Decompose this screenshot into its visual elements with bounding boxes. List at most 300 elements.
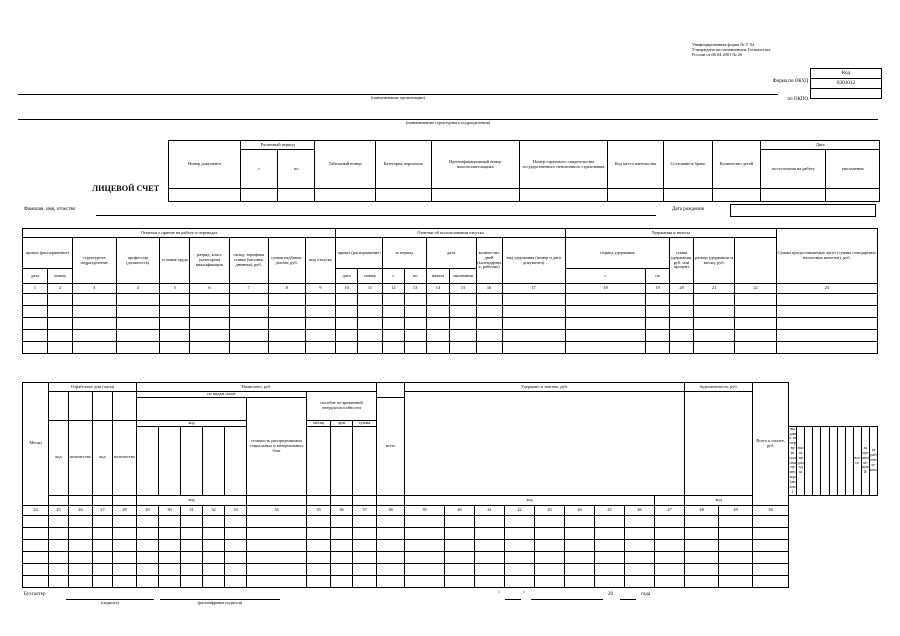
cell[interactable]: [225, 515, 247, 527]
month-input[interactable]: [531, 598, 603, 600]
cell[interactable]: [505, 515, 535, 527]
cell[interactable]: [49, 551, 69, 563]
cell[interactable]: [69, 551, 93, 563]
td-marital[interactable]: [663, 189, 712, 202]
cell[interactable]: [776, 330, 877, 342]
cell[interactable]: [307, 539, 331, 551]
table-row[interactable]: [23, 294, 878, 306]
cell[interactable]: [49, 527, 69, 539]
cell[interactable]: [670, 342, 694, 354]
cell[interactable]: [73, 306, 117, 318]
cell[interactable]: [305, 306, 336, 318]
cell[interactable]: [23, 306, 48, 318]
td-pension-cert[interactable]: [519, 189, 607, 202]
cell[interactable]: [735, 318, 776, 330]
cell[interactable]: [48, 330, 73, 342]
td-calc-from[interactable]: [241, 189, 278, 202]
cell[interactable]: [670, 294, 694, 306]
cell[interactable]: [405, 563, 445, 575]
cell[interactable]: [160, 294, 190, 306]
cell[interactable]: [565, 563, 595, 575]
cell[interactable]: [426, 342, 450, 354]
cell[interactable]: [358, 306, 383, 318]
cell[interactable]: [305, 330, 336, 342]
cell[interactable]: [426, 306, 450, 318]
cell[interactable]: [203, 539, 225, 551]
cell[interactable]: [225, 563, 247, 575]
cell[interactable]: [565, 294, 645, 306]
cell[interactable]: [247, 563, 307, 575]
cell[interactable]: [331, 551, 353, 563]
cell[interactable]: [685, 527, 719, 539]
cell[interactable]: [307, 515, 331, 527]
cell[interactable]: [450, 342, 476, 354]
cell[interactable]: [450, 330, 476, 342]
cell[interactable]: [358, 342, 383, 354]
table-row[interactable]: [23, 515, 878, 527]
cell[interactable]: [475, 539, 505, 551]
cell[interactable]: [93, 575, 113, 587]
cell[interactable]: [48, 342, 73, 354]
cell[interactable]: [229, 330, 268, 342]
cell[interactable]: [719, 539, 753, 551]
cell[interactable]: [23, 575, 49, 587]
cell[interactable]: [247, 515, 307, 527]
cell[interactable]: [475, 551, 505, 563]
cell[interactable]: [476, 318, 502, 330]
cell[interactable]: [358, 318, 383, 330]
cell[interactable]: [685, 539, 719, 551]
cell[interactable]: [426, 330, 450, 342]
cell[interactable]: [331, 575, 353, 587]
cell[interactable]: [625, 575, 655, 587]
table-row[interactable]: [23, 527, 878, 539]
cell[interactable]: [655, 551, 685, 563]
cell[interactable]: [685, 563, 719, 575]
cell[interactable]: [113, 515, 137, 527]
cell[interactable]: [116, 318, 160, 330]
cell[interactable]: [160, 318, 190, 330]
cell[interactable]: [694, 330, 735, 342]
cell[interactable]: [268, 306, 305, 318]
cell[interactable]: [159, 563, 181, 575]
cell[interactable]: [505, 563, 535, 575]
cell[interactable]: [595, 575, 625, 587]
cell[interactable]: [475, 563, 505, 575]
cell[interactable]: [336, 342, 358, 354]
table-row[interactable]: [23, 575, 878, 587]
cell[interactable]: [445, 575, 475, 587]
cell[interactable]: [229, 342, 268, 354]
cell[interactable]: [113, 563, 137, 575]
cell[interactable]: [625, 563, 655, 575]
cell[interactable]: [595, 551, 625, 563]
cell[interactable]: [670, 318, 694, 330]
cell[interactable]: [69, 563, 93, 575]
cell[interactable]: [159, 539, 181, 551]
cell[interactable]: [776, 306, 877, 318]
cell[interactable]: [69, 515, 93, 527]
table-row[interactable]: [23, 306, 878, 318]
okpo-value[interactable]: [811, 89, 882, 99]
td-doc-number[interactable]: [169, 189, 241, 202]
cell[interactable]: [445, 551, 475, 563]
cell[interactable]: [225, 539, 247, 551]
cell[interactable]: [377, 563, 405, 575]
cell[interactable]: [113, 551, 137, 563]
cell[interactable]: [445, 515, 475, 527]
cell[interactable]: [190, 294, 229, 306]
cell[interactable]: [502, 318, 565, 330]
cell[interactable]: [655, 527, 685, 539]
cell[interactable]: [719, 551, 753, 563]
cell[interactable]: [655, 575, 685, 587]
cell[interactable]: [229, 294, 268, 306]
cell[interactable]: [190, 306, 229, 318]
cell[interactable]: [48, 306, 73, 318]
table-row[interactable]: [23, 342, 878, 354]
cell[interactable]: [377, 527, 405, 539]
cell[interactable]: [160, 330, 190, 342]
okud-value[interactable]: 0301012: [811, 79, 882, 89]
cell[interactable]: [565, 306, 645, 318]
cell[interactable]: [753, 539, 789, 551]
day-input[interactable]: [505, 598, 521, 600]
year-input[interactable]: [620, 598, 636, 600]
cell[interactable]: [646, 330, 670, 342]
cell[interactable]: [116, 306, 160, 318]
cell[interactable]: [225, 527, 247, 539]
cell[interactable]: [595, 563, 625, 575]
cell[interactable]: [93, 527, 113, 539]
cell[interactable]: [735, 306, 776, 318]
cell[interactable]: [203, 527, 225, 539]
cell[interactable]: [268, 294, 305, 306]
cell[interactable]: [336, 330, 358, 342]
cell[interactable]: [405, 575, 445, 587]
cell[interactable]: [377, 515, 405, 527]
cell[interactable]: [694, 294, 735, 306]
cell[interactable]: [69, 575, 93, 587]
cell[interactable]: [405, 551, 445, 563]
cell[interactable]: [719, 515, 753, 527]
td-fire-date[interactable]: [826, 189, 880, 202]
cell[interactable]: [229, 306, 268, 318]
cell[interactable]: [646, 318, 670, 330]
cell[interactable]: [203, 515, 225, 527]
cell[interactable]: [181, 539, 203, 551]
cell[interactable]: [116, 294, 160, 306]
cell[interactable]: [475, 575, 505, 587]
cell[interactable]: [137, 563, 159, 575]
cell[interactable]: [159, 515, 181, 527]
cell[interactable]: [225, 575, 247, 587]
cell[interactable]: [305, 294, 336, 306]
cell[interactable]: [181, 551, 203, 563]
cell[interactable]: [190, 330, 229, 342]
cell[interactable]: [268, 318, 305, 330]
cell[interactable]: [625, 515, 655, 527]
cell[interactable]: [670, 330, 694, 342]
cell[interactable]: [502, 330, 565, 342]
cell[interactable]: [535, 539, 565, 551]
cell[interactable]: [23, 318, 48, 330]
cell[interactable]: [565, 318, 645, 330]
cell[interactable]: [113, 575, 137, 587]
cell[interactable]: [404, 294, 426, 306]
cell[interactable]: [116, 330, 160, 342]
cell[interactable]: [535, 515, 565, 527]
cell[interactable]: [331, 527, 353, 539]
td-inn[interactable]: [431, 189, 519, 202]
td-residence-code[interactable]: [608, 189, 664, 202]
cell[interactable]: [307, 575, 331, 587]
cell[interactable]: [383, 294, 405, 306]
cell[interactable]: [305, 318, 336, 330]
cell[interactable]: [450, 294, 476, 306]
cell[interactable]: [137, 527, 159, 539]
cell[interactable]: [331, 563, 353, 575]
cell[interactable]: [646, 342, 670, 354]
cell[interactable]: [49, 563, 69, 575]
cell[interactable]: [565, 515, 595, 527]
cell[interactable]: [73, 294, 117, 306]
cell[interactable]: [247, 551, 307, 563]
cell[interactable]: [426, 318, 450, 330]
cell[interactable]: [565, 330, 645, 342]
cell[interactable]: [445, 539, 475, 551]
td-category[interactable]: [375, 189, 431, 202]
cell[interactable]: [23, 342, 48, 354]
cell[interactable]: [358, 330, 383, 342]
cell[interactable]: [685, 551, 719, 563]
cell[interactable]: [565, 539, 595, 551]
cell[interactable]: [505, 527, 535, 539]
cell[interactable]: [625, 551, 655, 563]
cell[interactable]: [268, 342, 305, 354]
cell[interactable]: [181, 527, 203, 539]
cell[interactable]: [625, 539, 655, 551]
cell[interactable]: [377, 551, 405, 563]
cell[interactable]: [377, 575, 405, 587]
cell[interactable]: [93, 563, 113, 575]
cell[interactable]: [353, 539, 377, 551]
cell[interactable]: [753, 515, 789, 527]
cell[interactable]: [753, 563, 789, 575]
cell[interactable]: [445, 563, 475, 575]
cell[interactable]: [353, 575, 377, 587]
cell[interactable]: [23, 539, 49, 551]
cell[interactable]: [268, 330, 305, 342]
cell[interactable]: [190, 342, 229, 354]
cell[interactable]: [93, 539, 113, 551]
cell[interactable]: [307, 563, 331, 575]
cell[interactable]: [23, 294, 48, 306]
cell[interactable]: [353, 563, 377, 575]
cell[interactable]: [753, 551, 789, 563]
cell[interactable]: [353, 515, 377, 527]
table-row[interactable]: [23, 551, 878, 563]
cell[interactable]: [116, 342, 160, 354]
cell[interactable]: [160, 306, 190, 318]
cell[interactable]: [48, 294, 73, 306]
cell[interactable]: [160, 342, 190, 354]
cell[interactable]: [505, 551, 535, 563]
cell[interactable]: [113, 539, 137, 551]
cell[interactable]: [383, 318, 405, 330]
cell[interactable]: [404, 306, 426, 318]
cell[interactable]: [159, 575, 181, 587]
cell[interactable]: [137, 515, 159, 527]
cell[interactable]: [383, 306, 405, 318]
fio-input[interactable]: [96, 214, 656, 216]
td-calc-to[interactable]: [278, 189, 315, 202]
table-row[interactable]: [23, 318, 878, 330]
cell[interactable]: [377, 539, 405, 551]
cell[interactable]: [625, 527, 655, 539]
cell[interactable]: [23, 330, 48, 342]
cell[interactable]: [535, 563, 565, 575]
cell[interactable]: [655, 539, 685, 551]
cell[interactable]: [383, 330, 405, 342]
cell[interactable]: [595, 539, 625, 551]
cell[interactable]: [776, 342, 877, 354]
cell[interactable]: [229, 318, 268, 330]
cell[interactable]: [502, 342, 565, 354]
cell[interactable]: [181, 515, 203, 527]
cell[interactable]: [502, 306, 565, 318]
cell[interactable]: [735, 330, 776, 342]
cell[interactable]: [753, 527, 789, 539]
cell[interactable]: [502, 294, 565, 306]
cell[interactable]: [535, 527, 565, 539]
cell[interactable]: [694, 318, 735, 330]
cell[interactable]: [203, 575, 225, 587]
cell[interactable]: [694, 306, 735, 318]
table-row[interactable]: [23, 330, 878, 342]
cell[interactable]: [225, 551, 247, 563]
cell[interactable]: [336, 318, 358, 330]
cell[interactable]: [405, 539, 445, 551]
cell[interactable]: [49, 515, 69, 527]
cell[interactable]: [69, 539, 93, 551]
cell[interactable]: [159, 527, 181, 539]
cell[interactable]: [358, 294, 383, 306]
cell[interactable]: [307, 527, 331, 539]
cell[interactable]: [535, 575, 565, 587]
cell[interactable]: [475, 515, 505, 527]
cell[interactable]: [719, 575, 753, 587]
cell[interactable]: [476, 330, 502, 342]
cell[interactable]: [137, 551, 159, 563]
cell[interactable]: [307, 551, 331, 563]
cell[interactable]: [93, 551, 113, 563]
cell[interactable]: [137, 575, 159, 587]
table-row[interactable]: [23, 563, 878, 575]
cell[interactable]: [776, 318, 877, 330]
cell[interactable]: [565, 527, 595, 539]
cell[interactable]: [159, 551, 181, 563]
cell[interactable]: [646, 306, 670, 318]
td-tab-number[interactable]: [315, 189, 375, 202]
cell[interactable]: [247, 539, 307, 551]
cell[interactable]: [73, 342, 117, 354]
cell[interactable]: [23, 515, 49, 527]
cell[interactable]: [137, 539, 159, 551]
cell[interactable]: [23, 551, 49, 563]
cell[interactable]: [404, 318, 426, 330]
cell[interactable]: [49, 539, 69, 551]
cell[interactable]: [505, 539, 535, 551]
cell[interactable]: [336, 306, 358, 318]
cell[interactable]: [476, 342, 502, 354]
cell[interactable]: [404, 330, 426, 342]
cell[interactable]: [73, 318, 117, 330]
cell[interactable]: [445, 527, 475, 539]
cell[interactable]: [181, 563, 203, 575]
cell[interactable]: [450, 306, 476, 318]
cell[interactable]: [353, 551, 377, 563]
cell[interactable]: [113, 527, 137, 539]
cell[interactable]: [735, 342, 776, 354]
cell[interactable]: [753, 575, 789, 587]
birth-date-value[interactable]: [731, 205, 876, 217]
cell[interactable]: [331, 515, 353, 527]
cell[interactable]: [685, 515, 719, 527]
cell[interactable]: [49, 575, 69, 587]
cell[interactable]: [505, 575, 535, 587]
cell[interactable]: [476, 306, 502, 318]
cell[interactable]: [685, 575, 719, 587]
cell[interactable]: [565, 551, 595, 563]
cell[interactable]: [694, 342, 735, 354]
cell[interactable]: [405, 527, 445, 539]
cell[interactable]: [426, 294, 450, 306]
cell[interactable]: [383, 342, 405, 354]
td-children[interactable]: [712, 189, 761, 202]
cell[interactable]: [670, 306, 694, 318]
cell[interactable]: [719, 563, 753, 575]
cell[interactable]: [247, 527, 307, 539]
cell[interactable]: [23, 527, 49, 539]
cell[interactable]: [646, 294, 670, 306]
cell[interactable]: [23, 563, 49, 575]
cell[interactable]: [565, 342, 645, 354]
cell[interactable]: [181, 575, 203, 587]
cell[interactable]: [404, 342, 426, 354]
cell[interactable]: [247, 575, 307, 587]
cell[interactable]: [331, 539, 353, 551]
cell[interactable]: [535, 551, 565, 563]
table-row[interactable]: [23, 539, 878, 551]
cell[interactable]: [565, 575, 595, 587]
cell[interactable]: [655, 515, 685, 527]
cell[interactable]: [69, 527, 93, 539]
cell[interactable]: [305, 342, 336, 354]
cell[interactable]: [655, 563, 685, 575]
cell[interactable]: [450, 318, 476, 330]
cell[interactable]: [203, 551, 225, 563]
cell[interactable]: [353, 527, 377, 539]
td-hire-date[interactable]: [761, 189, 826, 202]
cell[interactable]: [595, 515, 625, 527]
cell[interactable]: [190, 318, 229, 330]
cell[interactable]: [719, 527, 753, 539]
cell[interactable]: [48, 318, 73, 330]
cell[interactable]: [336, 294, 358, 306]
cell[interactable]: [475, 527, 505, 539]
cell[interactable]: [203, 563, 225, 575]
